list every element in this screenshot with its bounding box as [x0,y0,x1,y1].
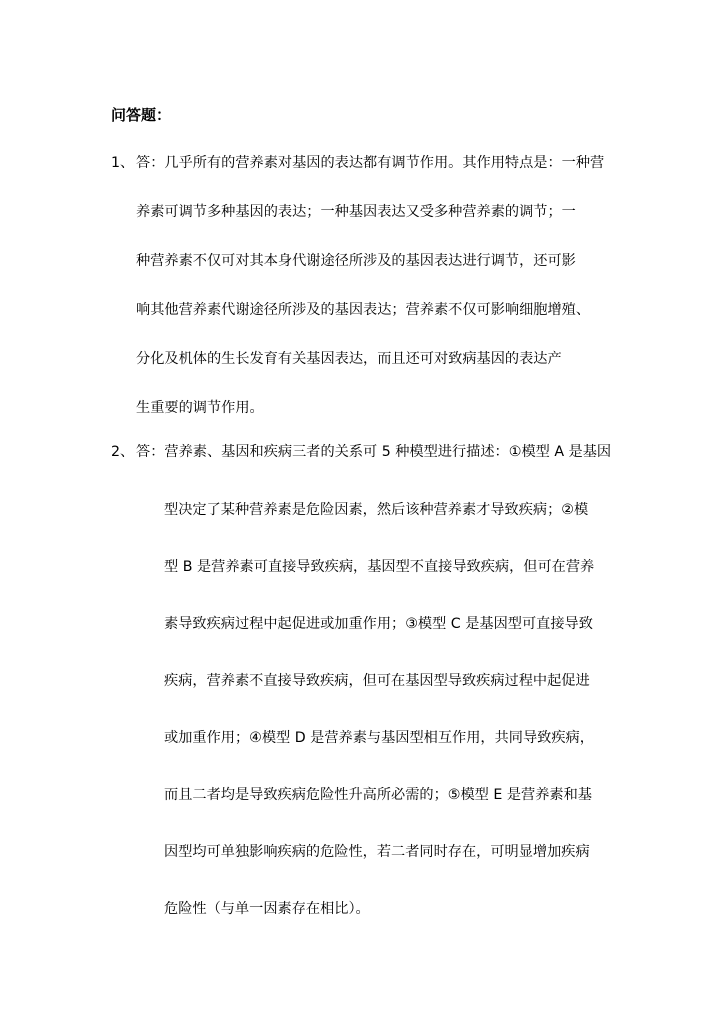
answer-2-line-1: 答：营养素、基因和疾病三者的关系可 5 种模型进行描述：①模型 A 是基因 [136,444,612,460]
answer-1-number: 1、 [111,155,135,171]
section-heading: 问答题： [111,106,172,124]
answer-1-line-1: 答：几乎所有的营养素对基因的表达都有调节作用。其作用特点是：一种营 [136,155,605,171]
answer-1-line-4: 响其他营养素代谢途径所涉及的基因表达；营养素不仅可影响细胞增殖、 [136,302,591,318]
answer-2-line-2: 型决定了某种营养素是危险因素，然后该种营养素才导致疾病；②模 [164,502,589,518]
answer-1-line-5: 分化及机体的生长发育有关基因表达，而且还可对致病基因的表达产 [136,351,562,367]
answer-2-line-9: 危险性（与单一因素存在相比）。 [164,901,370,917]
answer-1-line-2: 养素可调节多种基因的表达；一种基因表达又受多种营养素的调节；一 [136,204,576,220]
answer-1-line-3: 种营养素不仅可对其本身代谢途径所涉及的基因表达进行调节，还可影 [136,253,576,269]
answer-1-line-6: 生重要的调节作用。 [136,400,264,416]
answer-2-line-4: 素导致疾病过程中起促进或加重作用；③模型 C 是基因型可直接导致 [164,616,593,632]
answer-2-number: 2、 [111,444,135,460]
answer-2-line-6: 或加重作用；④模型 D 是营养素与基因型相互作用，共同导致疾病， [164,730,594,746]
answer-2-line-8: 因型均可单独影响疾病的危险性，若二者同时存在，可明显增加疾病 [164,844,590,860]
answer-2-line-7: 而且二者均是导致疾病危险性升高所必需的；⑤模型 E 是营养素和基 [164,787,592,803]
answer-2-line-5: 疾病，营养素不直接导致疾病，但可在基因型导致疾病过程中起促进 [164,673,590,689]
answer-2-line-3: 型 B 是营养素可直接导致疾病，基因型不直接导致疾病，但可在营养 [164,559,595,575]
